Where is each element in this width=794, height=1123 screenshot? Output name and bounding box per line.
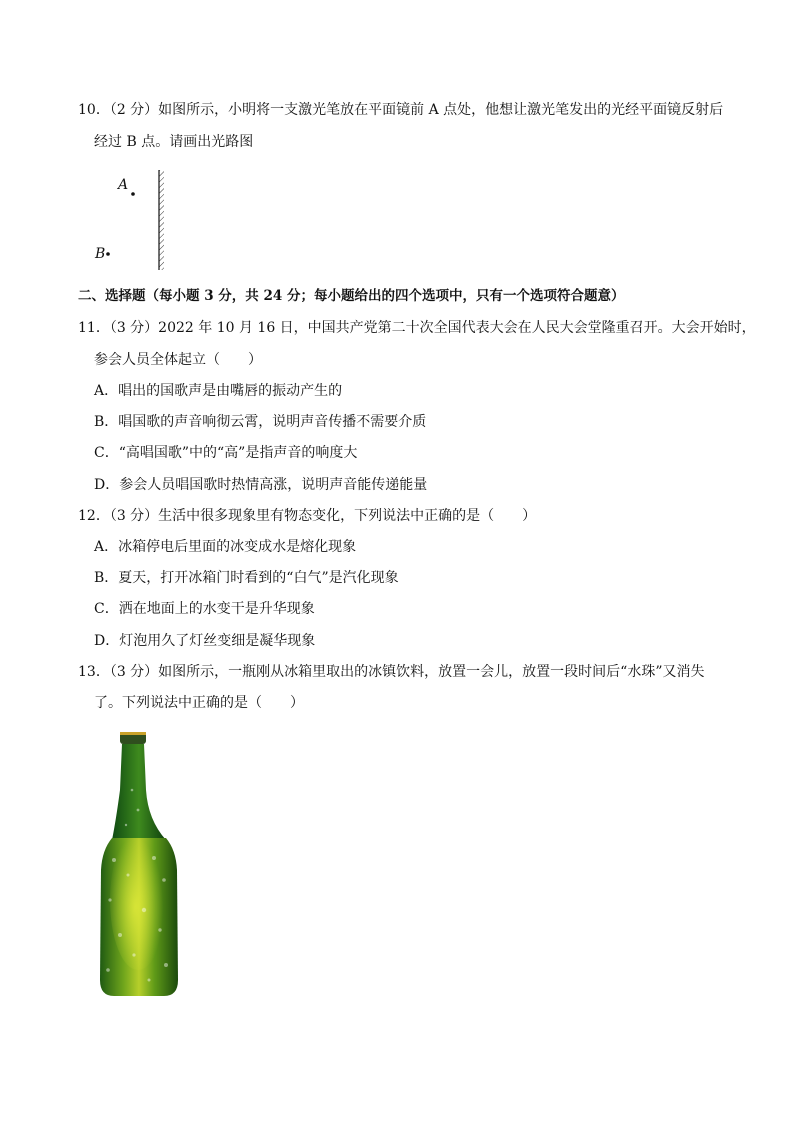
q11-option-b: B．唱国歌的声音响彻云霄，说明声音传播不需要介质 [94,414,427,430]
q13-text-line2: 了。下列说法中正确的是（ ） [94,695,304,711]
q11-option-c: C．“高唱国歌”中的“高”是指声音的响度大 [94,445,358,461]
q10-text-line1: 10．（2 分）如图所示，小明将一支激光笔放在平面镜前 A 点处，他想让激光笔发出的光经平面镜反射后 [78,102,724,118]
bottle-neck [112,744,166,840]
mirror-hatching [159,170,164,270]
q13-text-line1: 13．（3 分）如图所示，一瓶刚从冰箱里取出的冰镇饮料，放置一会儿，放置一段时间后“水珠”又消失 [78,664,705,680]
q11-text-line1: 11．（3 分）2022 年 10 月 16 日，中国共产党第二十次全国代表大会在人民大会堂隆重召开。大会开始时， [78,320,756,336]
q10-text-line2: 经过 B 点。请画出光路图 [94,134,254,150]
point-a-label: A [118,177,129,193]
point-b-label: B [95,246,106,262]
point-a-dot [131,192,135,196]
section-title: 二、选择题（每小题 3 分，共 24 分；每小题给出的四个选项中，只有一个选项符合题意） [78,288,625,304]
cold-drink-bottle-image [94,730,184,1000]
q12-option-d: D．灯泡用久了灯丝变细是凝华现象 [94,633,316,649]
q12-text-line1: 12．（3 分）生活中很多现象里有物态变化，下列说法中正确的是（ ） [78,508,537,524]
q11-option-a: A．唱出的国歌声是由嘴唇的振动产生的 [94,383,343,399]
q11-option-d: D．参会人员唱国歌时热情高涨，说明声音能传递能量 [94,477,428,493]
mirror-diagram [88,168,178,272]
q12-option-a: A．冰箱停电后里面的冰变成水是熔化现象 [94,539,357,555]
q11-text-line2: 参会人员全体起立（ ） [94,352,262,368]
q12-option-c: C．洒在地面上的水变干是升华现象 [94,601,315,617]
q12-option-b: B．夏天，打开冰箱门时看到的“白气”是汽化现象 [94,570,399,586]
point-b-dot [106,252,110,256]
